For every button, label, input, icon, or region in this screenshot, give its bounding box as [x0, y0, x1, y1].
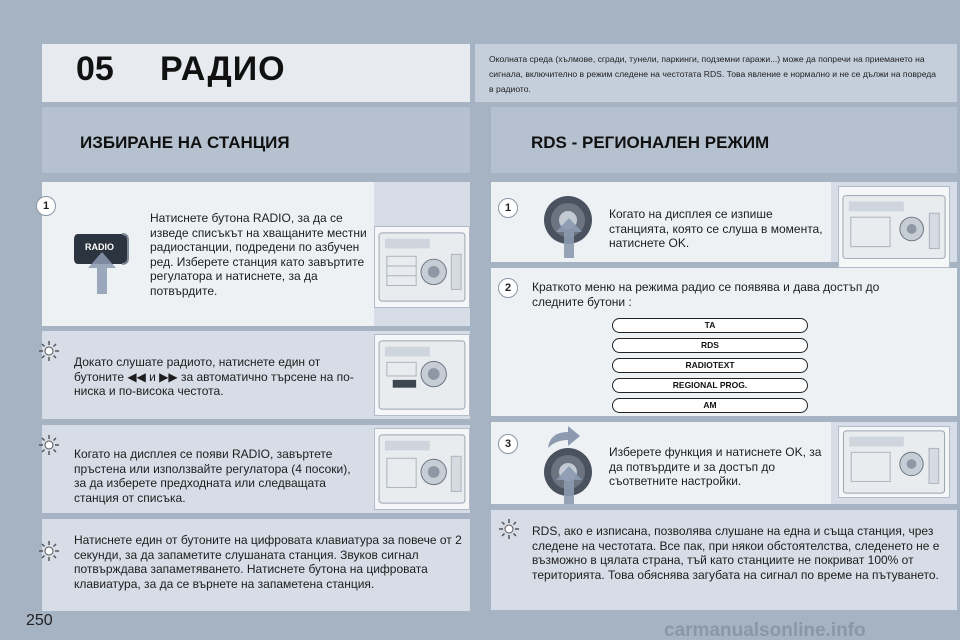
left-step1-text: Натиснете бутона RADIO, за да се изведе списъкът на хващаните местни радиостанции, подредени по азбучен ред. Изберете станция като завъртите регулатора и натиснете, за да потвърдите. — [150, 211, 367, 298]
step-number: 3 — [498, 434, 518, 454]
menu-button-radiotext[interactable]: RADIOTEXT — [612, 358, 808, 373]
chapter-title: РАДИО — [160, 50, 286, 88]
arrow-up-icon — [556, 466, 582, 504]
header-note: Околната среда (хълмове, сгради, тунели, паркинги, подземни гаражи...) може да попречи на приемането на сигнала, включително в режим следене на честотата RDS. Това явление е нормално и не се дължи на повреда в радиото. — [475, 44, 957, 102]
tip-icon — [38, 540, 60, 562]
radio-unit-image — [374, 334, 470, 416]
step-number: 2 — [498, 278, 518, 298]
left-tip2-text: Когато на дисплея се появи RADIO, завъртете пръстена или използвайте регулатора (4 посоки), за да изберете предходната или следващата станция от списъка. — [74, 447, 351, 505]
menu-button-regional-prog[interactable]: REGIONAL PROG. — [612, 378, 808, 393]
radio-button-label: RADIO — [85, 242, 114, 252]
tip-icon — [498, 518, 520, 540]
left-tip1-text: Докато слушате радиото, натиснете един от бутоните ◀◀ и ▶▶ за автоматично търсене на по-ниска и по-висока честота. — [74, 355, 354, 399]
menu-button-ta[interactable]: TA — [612, 318, 808, 333]
step-number: 1 — [498, 198, 518, 218]
section-title-left: ИЗБИРАНЕ НА СТАНЦИЯ — [80, 133, 290, 152]
tip-icon — [38, 434, 60, 456]
arrow-up-icon — [556, 218, 582, 258]
radio-unit-image — [838, 426, 950, 498]
section-title-right: RDS - РЕГИОНАЛЕН РЕЖИМ — [531, 133, 770, 152]
right-tip-text: RDS, ако е изписана, позволява слушане на една и съща станция, чрез следене на честотата. Все пак, при някои обстоятелства, следенето не е възможно в цялата страна, тъй като станциите не покриват 100% от територията. Това обяснява загубата на сигнал по време на пътуването. — [532, 524, 940, 582]
arrow-up-icon — [88, 252, 116, 294]
chapter-number: 05 — [76, 50, 114, 88]
right-step3-text: Изберете функция и натиснете OK, за да потвърдите и за достъп до съответните настройки. — [609, 445, 822, 489]
radio-unit-image — [374, 226, 470, 308]
radio-unit-image — [838, 186, 950, 268]
section-station-select — [42, 107, 470, 173]
radio-unit-image — [374, 428, 470, 510]
tip-icon — [38, 340, 60, 362]
watermark: carmanualsonline.info — [664, 620, 866, 640]
right-step2-text: Краткото меню на режима радио се появява и дава достъп до следните бутони : — [532, 280, 880, 309]
page-number: 250 — [26, 612, 53, 629]
chapter-header — [42, 44, 470, 102]
menu-button-am[interactable]: AM — [612, 398, 808, 413]
right-step1-text: Когато на дисплея се изпише станцията, която се слуша в момента, натиснете OK. — [609, 207, 823, 251]
menu-button-rds[interactable]: RDS — [612, 338, 808, 353]
step-number: 1 — [36, 196, 56, 216]
section-rds — [491, 107, 957, 173]
left-tip3-text: Натиснете един от бутоните на цифровата клавиатура за повече от 2 секунди, за да запаметите слушаната станция. Звуков сигнал потвърждава запаметяването. Натиснете бутона на цифровата клавиатура, за да се върнете на запаметена станция. — [74, 533, 462, 591]
